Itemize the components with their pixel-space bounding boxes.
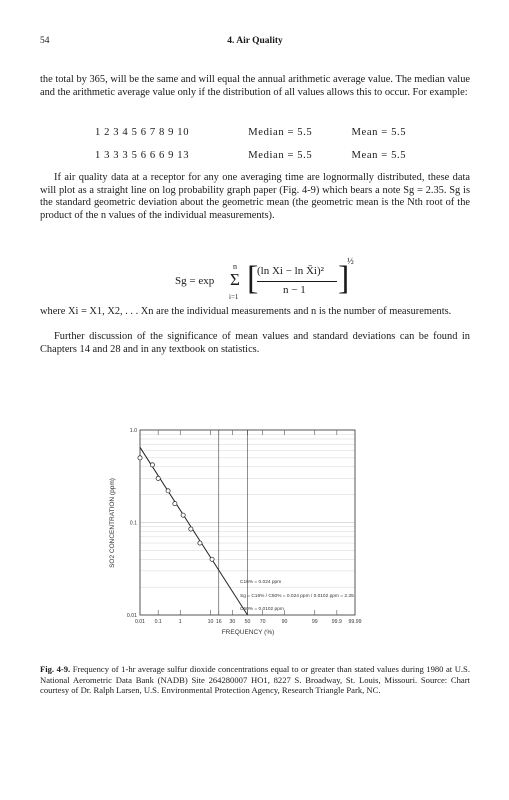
sigma-symbol: Σ bbox=[230, 270, 240, 289]
page-header bbox=[40, 36, 470, 50]
frequency-chart bbox=[100, 420, 410, 640]
x-tick-label: 16 bbox=[215, 619, 222, 625]
paragraph-further: Further discussion of the significance of mean values and standard deviations can be found in Chapters 14 and 28 and in any textbook on statistics. bbox=[40, 331, 470, 355]
x-tick-label: 99.9 bbox=[331, 619, 342, 625]
equation-exponent: ½ bbox=[347, 256, 354, 266]
data-point bbox=[189, 527, 193, 531]
x-tick-label: 0.1 bbox=[154, 619, 162, 625]
x-tick-label: 10 bbox=[207, 619, 214, 625]
y-tick-label: 1.0 bbox=[129, 428, 137, 434]
page-number: 54 bbox=[40, 36, 50, 46]
data-point bbox=[150, 463, 154, 467]
data-point bbox=[138, 456, 142, 460]
caption-label: Fig. 4-9. bbox=[40, 664, 71, 674]
example-median: Median = 5.5 bbox=[248, 127, 313, 138]
left-bracket: [ bbox=[247, 260, 259, 297]
x-tick-label: 30 bbox=[229, 619, 236, 625]
y-tick-labels bbox=[127, 428, 137, 619]
right-bracket: ] bbox=[338, 260, 350, 297]
geometric-deviation-equation bbox=[175, 256, 354, 302]
annotation-sg: Sg = C16% / C50% = 0.024 ppm / 0.0102 ppm = 2.35 bbox=[240, 594, 354, 599]
x-tick-label: 99 bbox=[311, 619, 318, 625]
example-sequence: 1 2 3 4 5 6 7 8 9 10 bbox=[95, 127, 190, 138]
x-tick-label: 1 bbox=[178, 619, 182, 625]
figure-caption bbox=[40, 664, 470, 696]
data-point bbox=[173, 502, 177, 506]
example-sequence: 1 3 3 3 5 6 6 6 9 13 bbox=[95, 150, 190, 161]
paragraph-where: where Xi = X1, X2, . . . Xn are the individual measurements and n is the number of measurements. bbox=[40, 306, 452, 317]
equation-denominator: n − 1 bbox=[283, 284, 306, 296]
fit-line-group bbox=[140, 447, 248, 615]
fit-line bbox=[140, 447, 248, 615]
y-tick-label: 0.01 bbox=[126, 613, 137, 619]
x-tick-label: 50 bbox=[244, 619, 251, 625]
equation-sum-upper: n bbox=[233, 262, 237, 271]
example-median: Median = 5.5 bbox=[248, 150, 313, 161]
data-point bbox=[156, 476, 160, 480]
equation-sum-lower: i=1 bbox=[229, 293, 239, 301]
data-point bbox=[166, 489, 170, 493]
example-row-2 bbox=[95, 150, 406, 161]
annotation-c50: C50% = 0.0102 ppm bbox=[240, 607, 284, 612]
y-axis-label: SO2 CONCENTRATION (ppm) bbox=[109, 478, 116, 568]
paragraph-lognormal: If air quality data at a receptor for any one averaging time are lognormally distributed, these data will plot as a straight line on log probability graph paper (Fig. 4-9) which bears a note Sg = 2.35. Sg is the standard geometric deviation about the geometric mean (the geometric mean is the Nth root of the product of the n values of the individual measurements). bbox=[40, 172, 470, 221]
x-axis-label: FREQUENCY (%) bbox=[221, 629, 275, 636]
equation-numerator: (ln Xi − ln X̄i)² bbox=[257, 265, 324, 277]
running-head: 4. Air Quality bbox=[227, 36, 283, 46]
x-tick-label: 99.99 bbox=[348, 619, 362, 625]
paragraph-intro: the total by 365, will be the same and will equal the annual arithmetic average value. The median value and the arithmetic average value only if the distribution of all values allows this to occur. For example: bbox=[40, 74, 470, 98]
y-tick-label: 0.1 bbox=[129, 520, 137, 527]
x-tick-label: 90 bbox=[281, 619, 288, 625]
example-row-1 bbox=[95, 127, 406, 138]
example-mean: Mean = 5.5 bbox=[351, 127, 407, 138]
caption-text: Frequency of 1-hr average sulfur dioxide concentrations equal to or greater than stated values during 1980 at U.S. National Aerometric Data Bank (NADB) Site 264280007 HO1, 8227 S. Broadway, St. Louis, Missouri. Source: Chart courtesy of Dr. Ralph Larsen, U.S. Environmental Protection Agency, Research Triangle Park, NC. bbox=[40, 664, 470, 696]
example-mean: Mean = 5.5 bbox=[351, 150, 407, 161]
fraction-bar bbox=[257, 281, 337, 282]
x-tick-label: 70 bbox=[259, 619, 266, 625]
x-tick-label: 0.01 bbox=[134, 619, 146, 625]
data-point bbox=[210, 557, 214, 561]
data-point bbox=[181, 513, 185, 517]
annotation-c16: C16% = 0.024 ppm bbox=[240, 580, 282, 585]
equation-lhs: Sg = exp bbox=[175, 275, 215, 287]
data-point bbox=[198, 541, 202, 545]
